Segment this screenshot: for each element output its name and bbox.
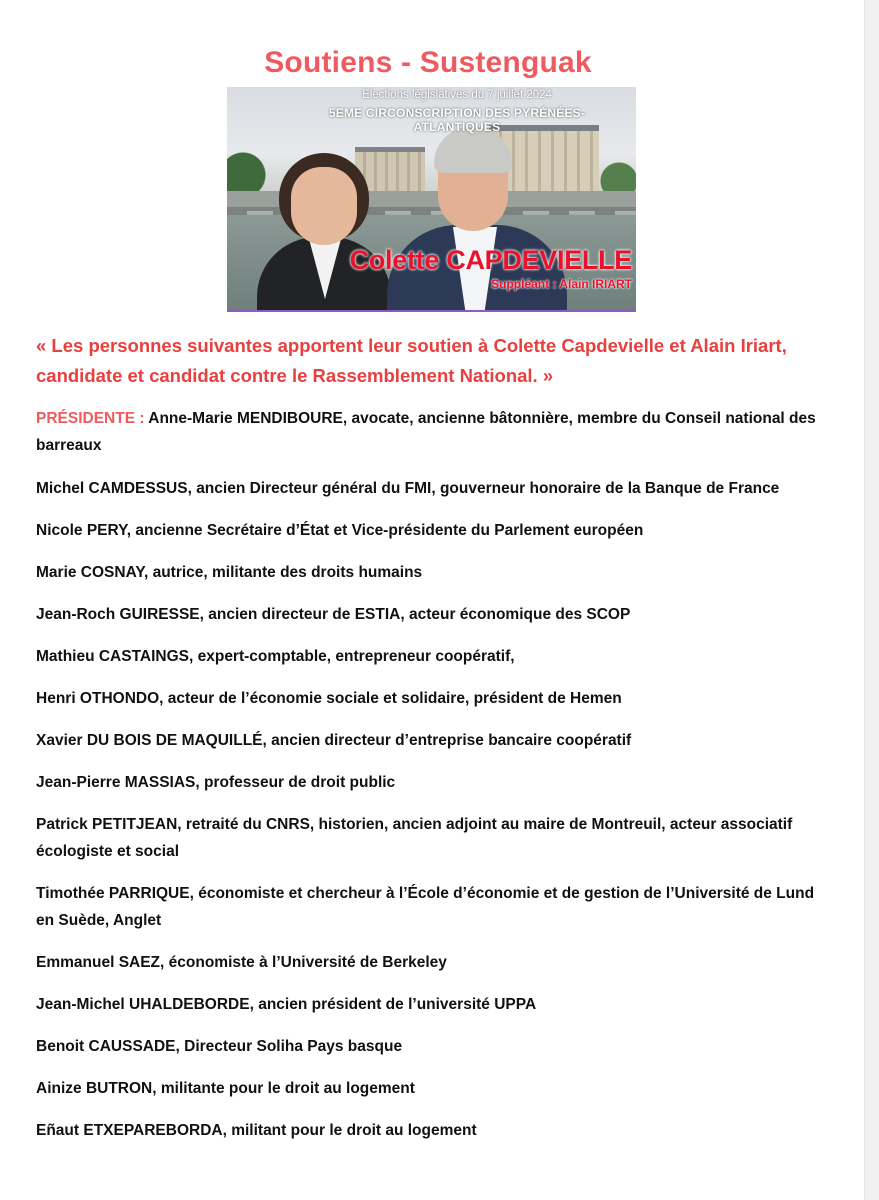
- banner-substitute-name: Suppléant : Alain IRIART: [491, 277, 632, 291]
- supporter-item: Emmanuel SAEZ, économiste à l’Université de Berkeley: [36, 954, 447, 971]
- supporter-item: Patrick PETITJEAN, retraité du CNRS, historien, ancien adjoint au maire de Montreuil, acteur associatif écologiste et social: [36, 816, 793, 860]
- supporter-item: Michel CAMDESSUS, ancien Directeur général du FMI, gouverneur honoraire de la Banque de France: [36, 480, 780, 497]
- supporter-item: Eñaut ETXEPAREBORDA, militant pour le droit au logement: [36, 1122, 477, 1139]
- supporter-item: Xavier DU BOIS DE MAQUILLÉ, ancien directeur d’entreprise bancaire coopératif: [36, 732, 632, 749]
- campaign-banner-image: [227, 87, 636, 312]
- supporter-president: [36, 405, 826, 459]
- president-text: Anne-Marie MENDIBOURE, avocate, ancienne bâtonnière, membre du Conseil national des barreaux: [36, 410, 816, 454]
- page-title: Soutiens - Sustenguak: [264, 46, 592, 80]
- supporters-list: [36, 405, 826, 1159]
- supporter-item: Timothée PARRIQUE, économiste et chercheur à l’École d’économie et de gestion de l’Université de Lund en Suède, Anglet: [36, 885, 815, 929]
- supporter-item: Marie COSNAY, autrice, militante des droits humains: [36, 564, 423, 581]
- supporter-item: Ainize BUTRON, militante pour le droit au logement: [36, 1080, 415, 1097]
- supporter-item: Mathieu CASTAINGS, expert-comptable, entrepreneur coopératif,: [36, 648, 515, 665]
- banner-candidate-name: Colette CAPDEVIELLE: [349, 245, 632, 275]
- candidate-woman-face: [291, 167, 357, 245]
- intro-statement: « Les personnes suivantes apportent leur soutien à Colette Capdevielle et Alain Iriart, candidate et candidat contre le Rassemblement National. »: [36, 335, 787, 386]
- page-scroll-strip: [864, 0, 879, 1200]
- supporter-item: Jean-Roch GUIRESSE, ancien directeur de ESTIA, acteur économique des SCOP: [36, 606, 631, 623]
- supporter-item: Benoit CAUSSADE, Directeur Soliha Pays basque: [36, 1038, 403, 1055]
- president-label: PRÉSIDENTE :: [36, 410, 145, 427]
- banner-constituency: 5EME CIRCONSCRIPTION DES PYRÉNÉES-ATLANTIQUES: [328, 106, 586, 134]
- supporter-item: Jean-Pierre MASSIAS, professeur de droit public: [36, 774, 396, 791]
- supporter-item: Nicole PERY, ancienne Secrétaire d’État et Vice-présidente du Parlement européen: [36, 522, 644, 539]
- supporter-item: Henri OTHONDO, acteur de l’économie sociale et solidaire, président de Hemen: [36, 690, 622, 707]
- banner-election-date: Elections législatives du 7 juillet 2024: [362, 89, 552, 101]
- supporter-item: Jean-Michel UHALDEBORDE, ancien président de l’université UPPA: [36, 996, 537, 1013]
